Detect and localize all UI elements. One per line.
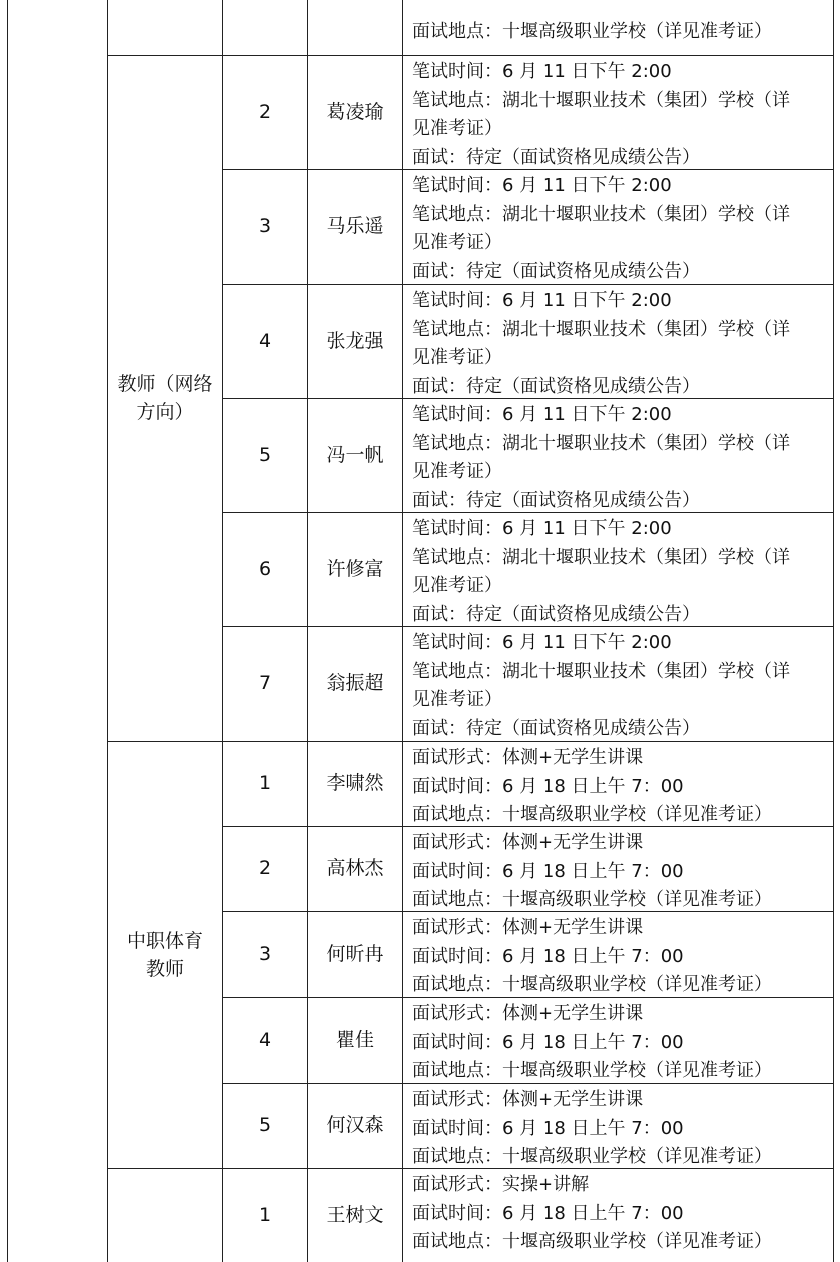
row-number: 2 — [258, 857, 272, 880]
detail-line: 笔试地点：湖北十堰职业技术（集团）学校（详 — [412, 546, 790, 568]
detail-line: 见准考证） — [412, 575, 502, 596]
row-number: 6 — [258, 557, 272, 580]
candidate-name: 冯一帆 — [326, 443, 384, 466]
detail-line: 笔试地点：湖北十堰职业技术（集团）学校（详 — [412, 203, 790, 225]
category-cell — [108, 1168, 222, 1262]
detail-line: 面试：待定（面试资格见成绩公告） — [412, 489, 700, 511]
detail-line: 见准考证） — [412, 347, 502, 368]
category-line: 方向） — [136, 401, 194, 423]
exam-details — [412, 914, 772, 1000]
detail-line: 面试形式：体测+无学生讲课 — [412, 917, 644, 938]
table-border-right — [833, 0, 834, 1262]
row-number: 4 — [258, 1028, 272, 1051]
row-number: 3 — [258, 215, 272, 238]
detail-line: 笔试时间：6 月 11 日下午 2:00 — [412, 632, 672, 653]
row-number: 3 — [258, 942, 272, 965]
detail-line: 面试：待定（面试资格见成绩公告） — [412, 260, 700, 282]
candidate-name: 马乐遥 — [326, 215, 384, 238]
detail-line: 面试时间：6 月 18 日上午 7：00 — [412, 860, 684, 882]
detail-line: 笔试时间：6 月 11 日下午 2:00 — [412, 61, 672, 82]
candidate-name: 张龙强 — [326, 329, 384, 352]
candidate-name: 何汉森 — [326, 1114, 384, 1137]
row-number: 7 — [258, 672, 272, 695]
detail-line: 面试形式：体测+无学生讲课 — [412, 1003, 644, 1024]
detail-line: 面试地点：十堰高级职业学校（详见准考证） — [412, 21, 772, 42]
detail-line: 面试时间：6 月 18 日上午 7：00 — [412, 945, 684, 967]
category-line: 中职体育 — [126, 929, 203, 952]
detail-line: 面试时间：6 月 18 日上午 7：00 — [412, 1031, 684, 1053]
row-number: 5 — [258, 1114, 272, 1137]
exam-details — [412, 1171, 772, 1257]
category-cell — [108, 741, 222, 1168]
candidate-name: 高林杰 — [326, 857, 384, 880]
exam-details — [412, 172, 790, 286]
exam-details — [412, 1000, 772, 1086]
candidate-name: 翁振超 — [326, 672, 384, 695]
detail-line: 笔试时间：6 月 11 日下午 2:00 — [412, 404, 672, 425]
detail-line: 笔试地点：湖北十堰职业技术（集团）学校（详 — [412, 89, 790, 111]
category-line: 教师 — [145, 957, 184, 980]
exam-details — [412, 629, 790, 743]
detail-line: 笔试地点：湖北十堰职业技术（集团）学校（详 — [412, 660, 790, 682]
row-number: 2 — [258, 100, 272, 123]
candidate-name: 葛凌瑜 — [326, 100, 384, 123]
detail-line: 面试：待定（面试资格见成绩公告） — [412, 375, 700, 397]
row-number: 4 — [258, 329, 272, 352]
detail-line: 面试地点：十堰高级职业学校（详见准考证） — [412, 1060, 772, 1081]
table-border-left — [7, 0, 8, 1262]
category-cell — [108, 55, 222, 741]
candidate-name: 李啸然 — [326, 772, 384, 795]
exam-details — [412, 287, 790, 401]
candidate-name: 瞿佳 — [335, 1028, 374, 1051]
detail-line: 面试地点：十堰高级职业学校（详见准考证） — [412, 1146, 772, 1167]
detail-line: 面试：待定（面试资格见成绩公告） — [412, 717, 700, 739]
detail-line: 见准考证） — [412, 689, 502, 710]
candidate-name: 许修富 — [326, 557, 384, 580]
detail-line: 笔试地点：湖北十堰职业技术（集团）学校（详 — [412, 318, 790, 340]
detail-line: 面试：待定（面试资格见成绩公告） — [412, 146, 700, 168]
detail-line: 面试：待定（面试资格见成绩公告） — [412, 603, 700, 625]
row-number: 5 — [258, 443, 272, 466]
row-number: 1 — [258, 1203, 272, 1226]
detail-line: 见准考证） — [412, 461, 502, 482]
detail-line: 面试形式：体测+无学生讲课 — [412, 1089, 644, 1110]
detail-line: 面试地点：十堰高级职业学校（详见准考证） — [412, 889, 772, 910]
detail-line: 见准考证） — [412, 118, 502, 139]
column-rule — [402, 0, 403, 1262]
category-line: 教师（网络 — [117, 373, 213, 395]
exam-details — [412, 1086, 772, 1172]
exam-details — [412, 515, 790, 629]
detail-line: 面试地点：十堰高级职业学校（详见准考证） — [412, 974, 772, 995]
exam-details — [412, 829, 772, 915]
detail-line: 面试形式：体测+无学生讲课 — [412, 747, 644, 768]
exam-details — [412, 401, 790, 515]
row-number: 1 — [258, 772, 272, 795]
detail-line: 面试地点：十堰高级职业学校（详见准考证） — [412, 1231, 772, 1252]
detail-line: 面试时间：6 月 18 日上午 7：00 — [412, 1202, 684, 1224]
detail-line: 面试地点：十堰高级职业学校（详见准考证） — [412, 804, 772, 825]
detail-line: 面试形式：体测+无学生讲课 — [412, 832, 644, 853]
exam-details — [412, 58, 790, 172]
detail-line: 面试形式：实操+讲解 — [412, 1174, 590, 1195]
detail-line: 面试时间：6 月 18 日上午 7：00 — [412, 1117, 684, 1139]
candidate-name: 王树文 — [326, 1203, 384, 1226]
detail-line: 笔试时间：6 月 11 日下午 2:00 — [412, 290, 672, 311]
detail-line: 笔试时间：6 月 11 日下午 2:00 — [412, 175, 672, 196]
detail-line: 笔试时间：6 月 11 日下午 2:00 — [412, 518, 672, 539]
detail-line: 笔试地点：湖北十堰职业技术（集团）学校（详 — [412, 432, 790, 454]
detail-line: 面试时间：6 月 18 日上午 7：00 — [412, 775, 684, 797]
detail-line: 见准考证） — [412, 232, 502, 253]
top-partial-detail — [412, 18, 772, 47]
exam-details — [412, 744, 772, 830]
candidate-name: 何昕冉 — [326, 942, 384, 965]
